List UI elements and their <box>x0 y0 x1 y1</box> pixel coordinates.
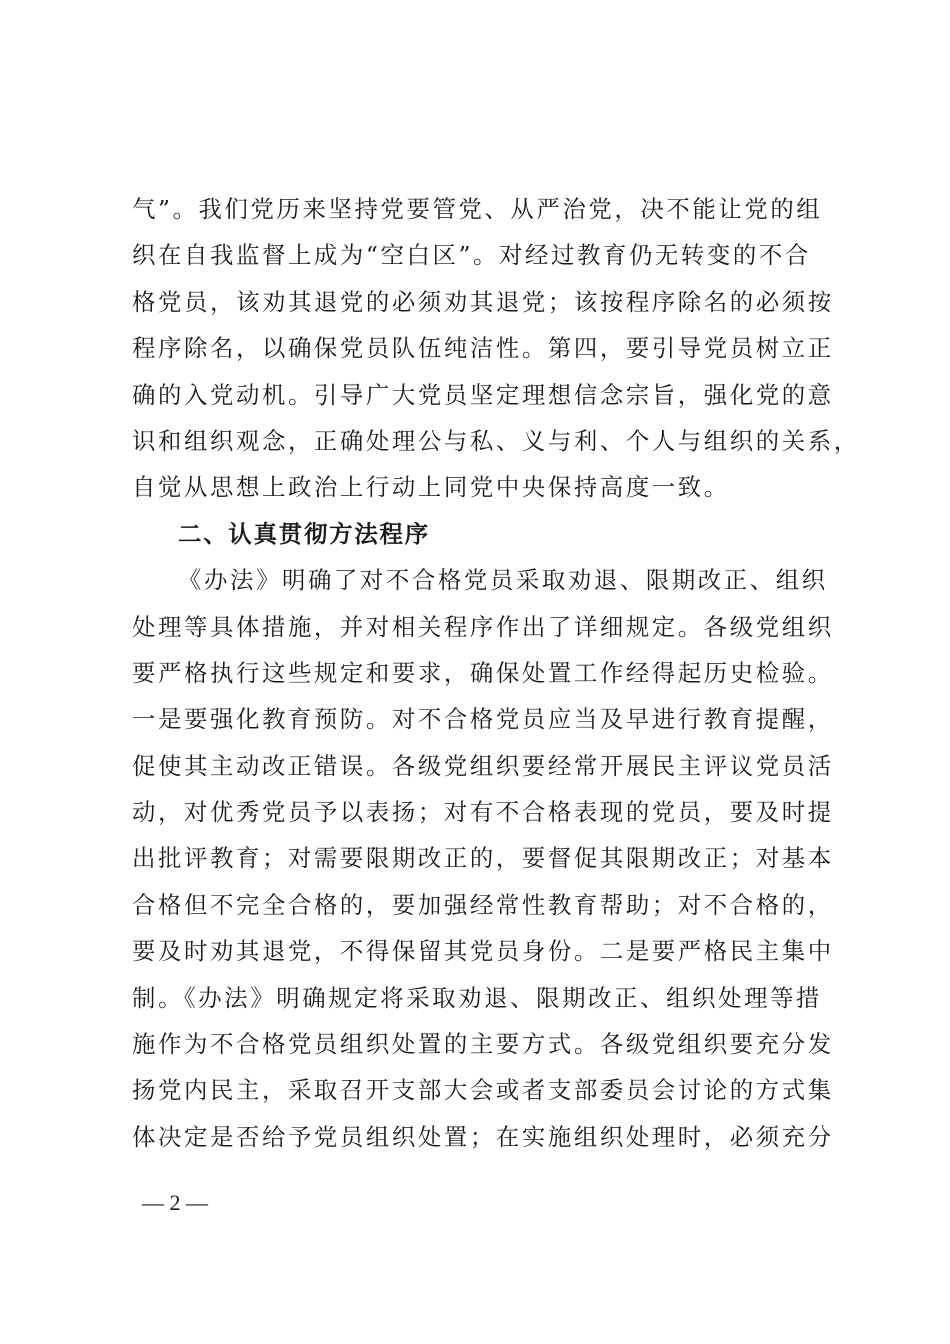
text-line: 识和组织观念，正确处理公与私、义与利、个人与组织的关系， <box>132 426 860 455</box>
text-line: 体决定是否给予党员组织处置；在实施组织处理时，必须充分 <box>132 1122 834 1151</box>
text-line: 一是要强化教育预防。对不合格党员应当及早进行教育提醒， <box>132 705 834 734</box>
text-line: 自觉从思想上政治上行动上同党中央保持高度一致。 <box>132 473 730 502</box>
page-number: — 2 — <box>142 1190 208 1215</box>
body-text <box>132 186 860 1160</box>
text-line: 制。《办法》明确规定将采取劝退、限期改正、组织处理等措 <box>132 983 823 1012</box>
text-line: 要及时劝其退党，不得保留其党员身份。二是要严格民主集中 <box>132 937 834 966</box>
text-line: 要严格执行这些规定和要求，确保处置工作经得起历史检验。 <box>132 658 834 687</box>
text-line: 织在自我监督上成为“空白区”。对经过教育仍无转变的不合 <box>132 241 811 270</box>
text-line: 处理等具体措施，并对相关程序作出了详细规定。各级党组织 <box>132 612 834 641</box>
text-line: 扬党内民主，采取召开支部大会或者支部委员会讨论的方式集 <box>132 1076 834 1105</box>
section-heading: 二、认真贯彻方法程序 <box>178 519 430 548</box>
text-line: 促使其主动改正错误。各级党组织要经常开展民主评议党员活 <box>132 751 834 780</box>
text-line: 气”。我们党历来坚持党要管党、从严治党，决不能让党的组 <box>132 195 823 223</box>
text-line: 《办法》明确了对不合格党员采取劝退、限期改正、组织 <box>178 566 828 595</box>
text-line: 出批评教育；对需要限期改正的，要督促其限期改正；对基本 <box>132 844 834 873</box>
text-line: 施作为不合格党员组织处置的主要方式。各级党组织要充分发 <box>132 1030 834 1059</box>
text-line: 动，对优秀党员予以表扬；对有不合格表现的党员，要及时提 <box>132 798 834 827</box>
text-line: 程序除名，以确保党员队伍纯洁性。第四，要引导党员树立正 <box>132 334 834 363</box>
text-line: 合格但不完全合格的，要加强经常性教育帮助；对不合格的， <box>132 890 834 919</box>
text-line: 格党员，该劝其退党的必须劝其退党；该按程序除名的必须按 <box>132 287 834 316</box>
text-line: 确的入党动机。引导广大党员坚定理想信念宗旨，强化党的意 <box>132 380 834 409</box>
